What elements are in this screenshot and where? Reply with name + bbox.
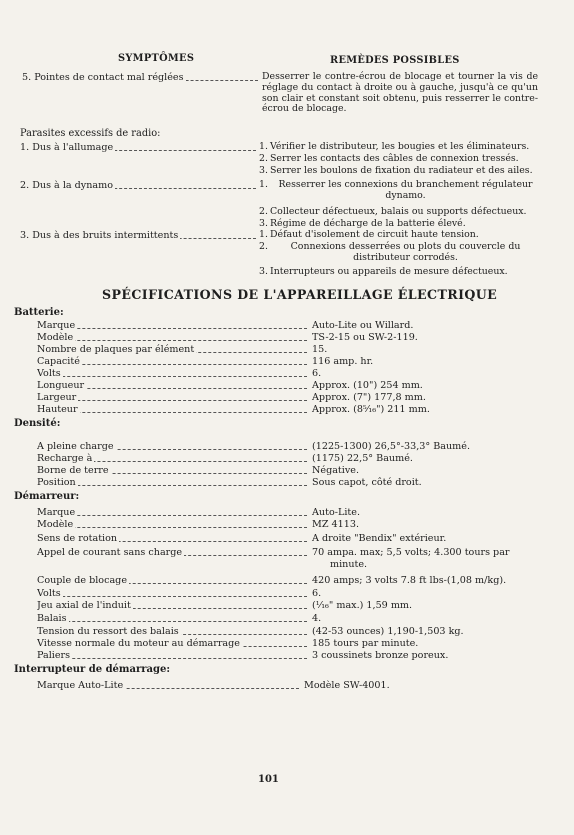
spec-label: Largeur: [37, 392, 307, 403]
radio-remedy-3-3: 3. Interrupteurs ou appareils de mesure défectueux.: [259, 266, 508, 277]
radio-remedy-2-3: 3. Régime de décharge de la batterie élevé.: [259, 218, 466, 229]
radio-remedy-3-1: 1. Défaut d'isolement de circuit haute tension.: [259, 229, 479, 240]
radio-symptom-2: 2. Dus à la dynamo: [20, 180, 256, 191]
spec-label: Position: [37, 477, 307, 488]
spec-label: Couple de blocage: [37, 575, 307, 586]
spec-value: (¹⁄₁₆" max.) 1,59 mm.: [312, 600, 413, 611]
spec-label: Paliers: [37, 650, 307, 661]
page-number: 101: [258, 774, 279, 785]
section-heading-density: Densité:: [14, 418, 61, 429]
spec-value: 4.: [312, 613, 322, 624]
radio-remedy-1-2: 2. Serrer les contacts des câbles de connexion tressés.: [259, 153, 519, 164]
spec-value: Négative.: [312, 465, 360, 476]
spec-value: A droite "Bendix" extérieur.: [312, 533, 447, 544]
spec-label: Balais: [37, 613, 307, 624]
spec-label: A pleine charge: [37, 441, 307, 452]
spec-label: Modèle: [37, 332, 307, 343]
spec-label: Volts: [37, 368, 307, 379]
spec-value: Approx. (8⁵⁄₁₆") 211 mm.: [312, 404, 430, 415]
spec-value: 185 tours par minute.: [312, 638, 419, 649]
spec-value: (1225-1300) 26,5°-33,3° Baumé.: [312, 441, 470, 452]
spec-label: Vitesse normale du moteur au démarrage: [37, 638, 307, 649]
radio-heading: Parasites excessifs de radio:: [20, 128, 161, 139]
spec-value-continued: minute.: [330, 559, 368, 570]
remedies-header: REMÈDES POSSIBLES: [330, 55, 460, 66]
spec-value: Sous capot, côté droit.: [312, 477, 422, 488]
radio-symptom-3: 3. Dus à des bruits intermittents: [20, 230, 256, 241]
spec-label: Nombre de plaques par élément: [37, 344, 307, 355]
spec-value: 3 coussinets bronze poreux.: [312, 650, 449, 661]
spec-value: Auto-Lite.: [312, 507, 361, 518]
section-heading-starter-switch: Interrupteur de démarrage:: [14, 664, 171, 675]
spec-value: Auto-Lite ou Willard.: [312, 320, 414, 331]
spec-value: Approx. (10") 254 mm.: [312, 380, 423, 391]
spec-value: 6.: [312, 588, 322, 599]
radio-remedy-1-1: 1. Vérifier le distributeur, les bougies et les éliminateurs.: [259, 141, 530, 152]
spec-label: Tension du ressort des balais: [37, 626, 307, 637]
symptom-item-5: 5. Pointes de contact mal réglées: [22, 72, 258, 83]
spec-value: TS-2-15 ou SW-2-119.: [312, 332, 418, 343]
spec-value: (1175) 22,5° Baumé.: [312, 453, 413, 464]
spec-value: 6.: [312, 368, 322, 379]
symptoms-header: SYMPTÔMES: [118, 53, 195, 64]
spec-label: Sens de rotation: [37, 533, 307, 544]
spec-label: Modèle: [37, 519, 307, 530]
spec-label: Volts: [37, 588, 307, 599]
radio-remedy-2-2: 2. Collecteur défectueux, balais ou supports défectueux.: [259, 206, 527, 217]
spec-value: 70 ampa. max; 5,5 volts; 4.300 tours par: [312, 547, 510, 558]
radio-symptom-1: 1. Dus à l'allumage: [20, 142, 256, 153]
spec-label: Hauteur: [37, 404, 307, 415]
spec-value: 15.: [312, 344, 328, 355]
remedy-item-5: Desserrer le contre-écrou de blocage et tourner la vis de réglage du contact à droite ou à gauche, jusqu'à ce qu'un son clair et constant soit obtenu, puis resserrer le contre-écrou de blocage.: [262, 71, 538, 115]
spec-label: Marque: [37, 507, 307, 518]
section-heading-starter: Démarreur:: [14, 491, 80, 502]
specs-title: SPÉCIFICATIONS DE L'APPAREILLAGE ÉLECTRIQUE: [102, 287, 498, 302]
spec-value: Approx. (7") 177,8 mm.: [312, 392, 426, 403]
spec-label: Marque Auto-Lite: [37, 680, 299, 691]
spec-label: Capacité: [37, 356, 307, 367]
radio-remedy-2-1: 1. Resserrer les connexions du branchement régulateur dynamo.: [259, 179, 533, 201]
spec-value: 116 amp. hr.: [312, 356, 374, 367]
radio-remedy-3-2: 2. Connexions desserrées ou plots du couvercle du distributeur corrodés.: [259, 241, 521, 263]
radio-remedy-1-3: 3. Serrer les boulons de fixation du radiateur et des ailes.: [259, 165, 533, 176]
section-heading-battery: Batterie:: [14, 307, 64, 318]
spec-value: MZ 4113.: [312, 519, 360, 530]
spec-value: Modèle SW-4001.: [304, 680, 390, 691]
spec-label: Appel de courant sans charge: [37, 547, 307, 558]
spec-label: Jeu axial de l'induit: [37, 600, 307, 611]
spec-value: 420 amps; 3 volts 7.8 ft lbs-(1,08 m/kg).: [312, 575, 507, 586]
spec-label: Longueur: [37, 380, 307, 391]
spec-label: Recharge à: [37, 453, 307, 464]
spec-value: (42-53 ounces) 1,190-1,503 kg.: [312, 626, 464, 637]
spec-label: Borne de terre: [37, 465, 307, 476]
spec-label: Marque: [37, 320, 307, 331]
